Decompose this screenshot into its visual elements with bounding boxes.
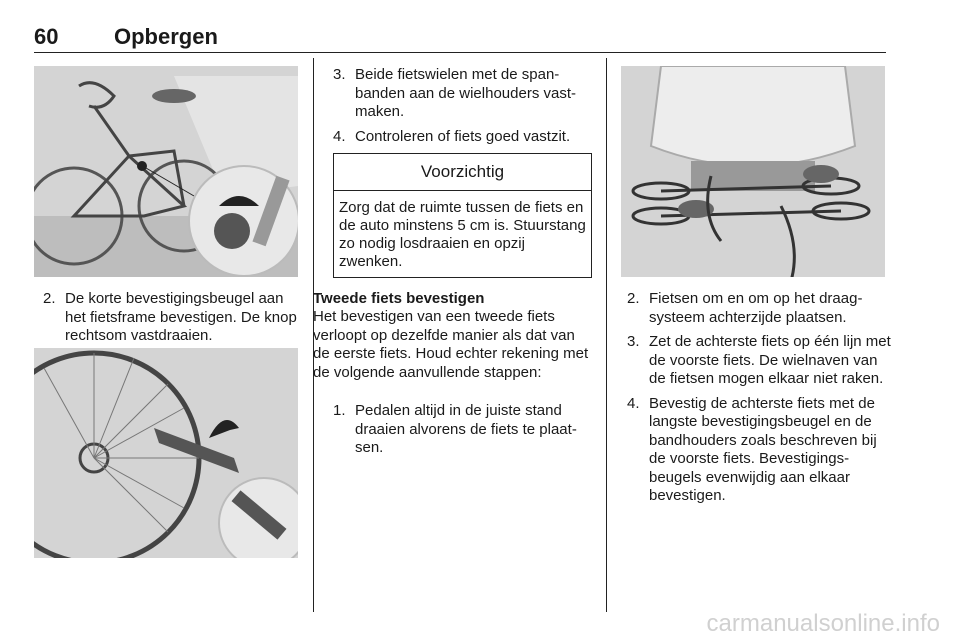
bike-frame-illustration — [34, 66, 298, 277]
section-paragraph: Het bevestigen van een tweede fiets verloopt op dezelfde manier als dat van de eerste fiets. Houd echter rekening met de volgende aanvullende stappen: — [313, 308, 589, 381]
watermark-text: carmanualsonline.info — [706, 610, 940, 637]
step-text: Beide fietswielen met de spanbanden aan de wielhouders vastmaken. — [355, 66, 576, 120]
step-number: 2. — [627, 290, 640, 307]
step-text: Bevestig de achterste fiets met de langste bevestigingsbeugel en de bandhouders zoals beschreven bij de voorste fiets. Bevestigingsbeugels evenwijdig aan elkaar bevestigen. — [649, 394, 877, 504]
middle-step-list — [333, 66, 595, 152]
list-item — [333, 128, 595, 147]
caution-title: Voorzichtig — [334, 154, 591, 191]
right-step-list — [627, 290, 891, 512]
middle-sub-step-list — [333, 402, 595, 464]
caution-box — [333, 153, 592, 278]
step-text: Zet de achterste fiets op één lijn met de voorste fiets. De wielnaven van de fietsen mogen elkaar niet raken. — [649, 333, 891, 387]
step-number: 3. — [333, 66, 346, 83]
list-item — [627, 290, 891, 327]
page-header — [34, 22, 886, 53]
step-number: 4. — [627, 394, 640, 412]
step-text: Fietsen om en om op het draagsysteem achterzijde plaatsen. — [649, 290, 863, 326]
step-number: 1. — [333, 402, 346, 419]
caution-text: Zorg dat de ruimte tussen de fiets en de auto minstens 5 cm is. Stuurstang zo nodig losdraaien en opzij zwenken. — [339, 199, 586, 270]
section-title: Tweede fiets bevestigen — [313, 290, 485, 307]
list-item — [627, 395, 891, 506]
list-item — [627, 333, 891, 389]
page-title: Opbergen — [114, 24, 218, 49]
wheel-strap-illustration — [34, 348, 298, 558]
column-divider — [606, 58, 607, 612]
step-text: De korte bevestigingsbeugel aan het fietsframe bevestigen. De knop rechtsom vastdraaien. — [65, 290, 297, 344]
step-number: 4. — [333, 127, 346, 145]
step-number: 3. — [627, 333, 640, 350]
list-item — [333, 402, 595, 458]
step-text: Pedalen altijd in de juiste stand draaien alvorens de fiets te plaatsen. — [355, 402, 577, 456]
left-step-list — [43, 290, 301, 352]
list-item — [333, 66, 595, 122]
two-bikes-illustration — [621, 66, 885, 277]
step-text: Controleren of fiets goed vastzit. — [355, 127, 571, 145]
page-number: 60 — [34, 24, 59, 49]
list-item — [43, 290, 301, 346]
step-number: 2. — [43, 290, 56, 307]
